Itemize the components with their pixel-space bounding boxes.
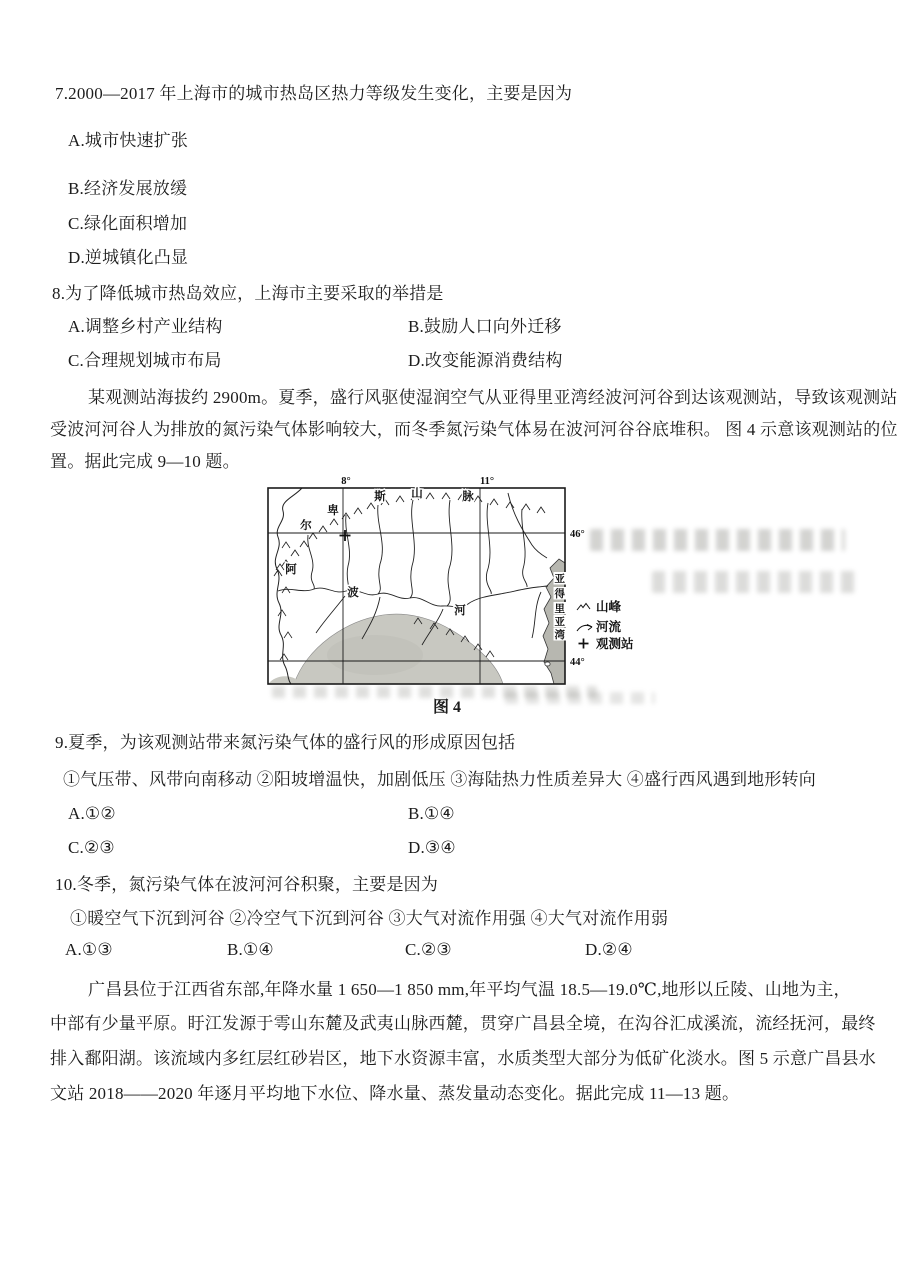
west-coastline [275, 488, 302, 684]
legend-label-peak: 山峰 [596, 600, 622, 614]
range-char: 阿 [285, 564, 297, 576]
passage-guangchang-line-1: 广昌县位于江西省东部,年降水量 1 650—1 850 mm,年平均气温 18.5—19.0℃,地形以丘陵、山地为主， [88, 980, 851, 999]
legend-label-station: 观测站 [596, 637, 634, 651]
range-char: 脉 [462, 491, 474, 503]
sea-label [554, 572, 567, 641]
range-char: 尔 [300, 520, 312, 532]
river-char: 波 [347, 587, 359, 599]
passage-station-line-1: 某观测站海拔约 2900m。夏季，盛行风驱使湿润空气从亚得里亚湾经波河河谷到达该观测站，导致该观测站 [88, 388, 898, 407]
question-10-title: 10.冬季，氮污染气体在波河河谷积聚，主要是因为 [55, 875, 439, 894]
tributary [532, 592, 541, 638]
question-7-option-b: B.经济发展放缓 [68, 179, 188, 198]
sea-char: 里 [554, 604, 566, 615]
question-10-option-c: C.②③ [405, 940, 452, 959]
range-char: 卑 [327, 505, 339, 517]
question-9-option-a: A.①② [68, 804, 116, 823]
tributary [308, 535, 315, 589]
question-7-title: 7.2000—2017 年上海市的城市热岛区热力等级发生变化，主要是因为 [55, 84, 573, 103]
tributary [378, 505, 383, 594]
sea-char: 亚 [554, 617, 566, 628]
question-10-option-a: A.①③ [65, 940, 113, 959]
passage-station-line-2: 受波河河谷人为排放的氮污染气体影响较大，而冬季氮污染气体易在波河河谷谷底堆积。 图 4 示意该观测站的位 [50, 420, 898, 439]
river-icon-arrowhead [587, 625, 592, 631]
print-bleed-smudge [590, 529, 845, 551]
peak-icon [577, 604, 590, 611]
question-7-option-c: C.绿化面积增加 [68, 214, 188, 233]
tributary [522, 509, 527, 587]
question-8-title: 8.为了降低城市热岛效应，上海市主要采取的举措是 [52, 284, 444, 303]
question-9-option-b: B.①④ [408, 804, 455, 823]
question-9-statements: ①气压带、风带向南移动 ②阳坡增温快，加剧低压 ③海陆热力性质差异大 ④盛行西风遇到地形转向 [63, 770, 816, 789]
coastal-island [545, 662, 550, 666]
tributary [316, 596, 345, 633]
sea-char: 亚 [554, 574, 566, 585]
po-river [278, 586, 548, 607]
question-7-option-a: A.城市快速扩张 [68, 131, 189, 150]
question-8-option-d: D.改变能源消费结构 [408, 351, 563, 370]
alps-ridge-marks [274, 493, 545, 576]
tributary [447, 500, 452, 606]
print-bleed-smudge [505, 692, 655, 704]
sea-char: 得 [554, 589, 566, 600]
question-8-option-a: A.调整乡村产业结构 [68, 317, 223, 336]
station-icon [579, 639, 589, 649]
corner-highland [268, 676, 299, 684]
river-char: 河 [454, 605, 466, 617]
passage-guangchang-line-3: 排入鄱阳湖。该流域内多红层红砂岩区，地下水资源丰富，水质类型大部分为低矿化淡水。图 5 示意广昌县水 [50, 1049, 876, 1068]
question-10-statements: ①暖空气下沉到河谷 ②冷空气下沉到河谷 ③大气对流作用强 ④大气对流作用弱 [70, 909, 669, 928]
question-10-option-b: B.①④ [227, 940, 274, 959]
question-8-option-b: B.鼓励人口向外迁移 [408, 317, 562, 336]
range-char: 山 [411, 488, 423, 500]
question-7-option-d: D.逆城镇化凸显 [68, 248, 189, 267]
legend-label-river: 河流 [596, 620, 622, 634]
passage-guangchang-line-2: 中部有少量平原。盱江发源于雩山东麓及武夷山脉西麓，贯穿广昌县全境，在沟谷汇成溪流，流经抚河，最终 [50, 1014, 876, 1033]
tributary [508, 493, 547, 558]
lon-label-11: 11° [479, 476, 495, 487]
question-9-title: 9.夏季，为该观测站带来氮污染气体的盛行风的形成原因包括 [55, 733, 516, 752]
range-char: 斯 [374, 491, 386, 503]
passage-station-line-3: 置。据此完成 9—10 题。 [50, 452, 240, 471]
figure-4-caption: 图 4 [432, 699, 461, 716]
sea-char: 湾 [554, 630, 566, 641]
question-9-option-c: C.②③ [68, 838, 115, 857]
tributary [486, 503, 491, 594]
lat-label-44: 44° [570, 657, 585, 668]
question-10-option-d: D.②④ [585, 940, 633, 959]
passage-guangchang-line-4: 文站 2018——2020 年逐月平均地下水位、降水量、蒸发量动态变化。据此完成 11—13 题。 [50, 1084, 740, 1103]
question-9-option-d: D.③④ [408, 838, 456, 857]
tributary [410, 500, 414, 598]
tributary [346, 515, 350, 591]
question-8-option-c: C.合理规划城市布局 [68, 351, 222, 370]
print-bleed-smudge [652, 571, 857, 593]
lat-label-46: 46° [570, 529, 585, 540]
lon-label-8: 8° [341, 476, 351, 487]
apennine-inner-shade [327, 635, 423, 675]
observation-station-marker [340, 530, 351, 541]
map-legend [577, 599, 634, 651]
